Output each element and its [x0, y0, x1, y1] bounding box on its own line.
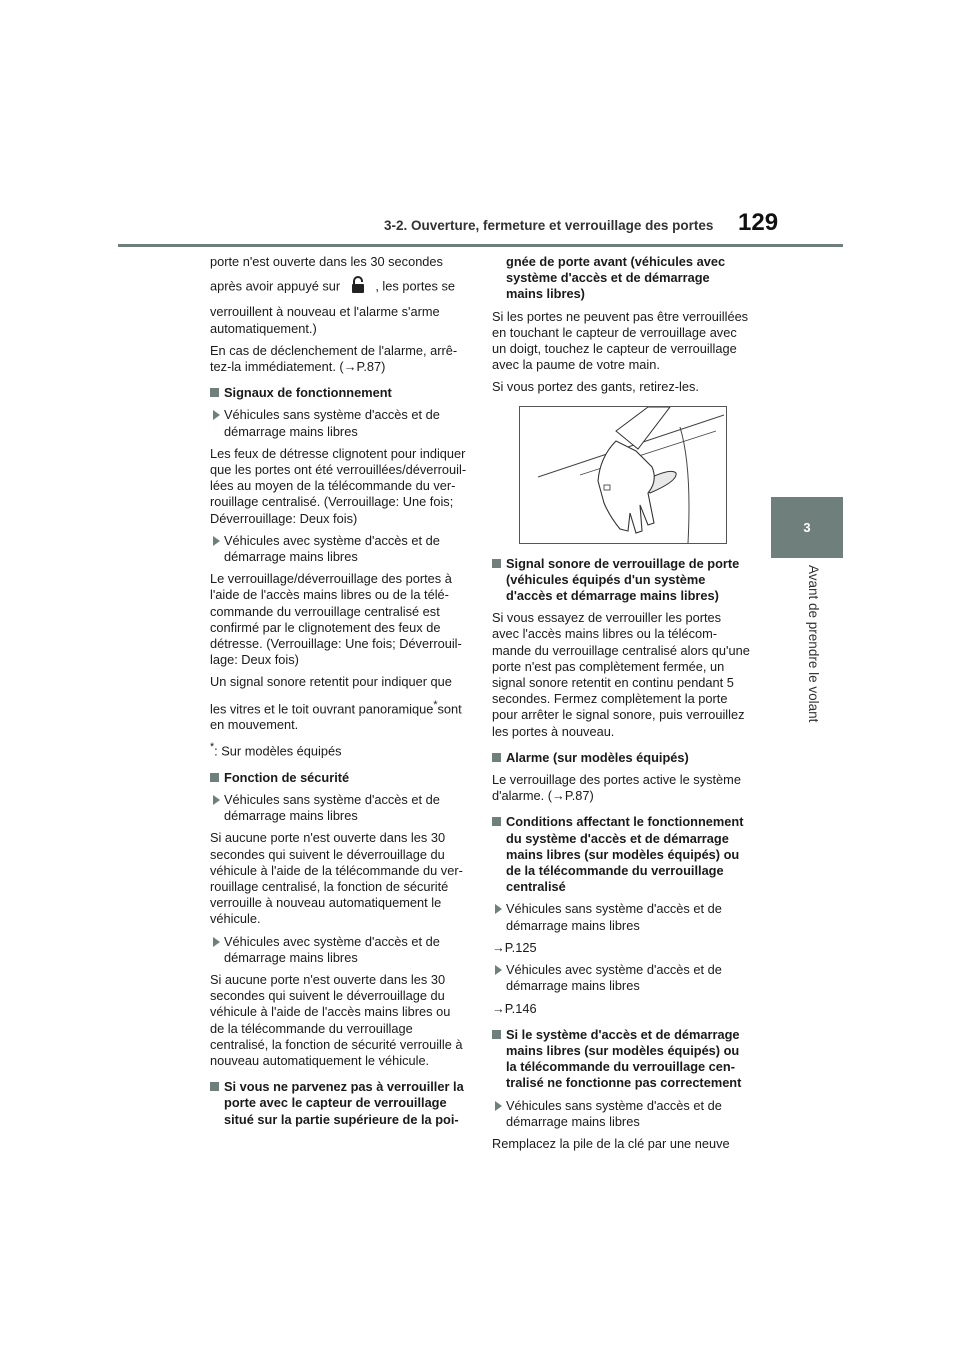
chapter-label: Avant de prendre le volant	[806, 565, 821, 723]
paragraph: Remplacez la pile de la clé par une neuve	[492, 1135, 730, 1151]
hand-on-door-handle-illustration	[519, 406, 727, 544]
paragraph: En cas de déclenchement de l'alarme, arrê-tez-la immédiatement. (→P.87)	[210, 342, 458, 375]
paragraph: Si aucune porte n'est ouverte dans les 30 secondes qui suivent le déverrouillage du véhicule à l'aide de la télécommande du ver-rouillage centralisé, la fonction de sécurité verrouille à nouveau automatiquement le véhicule.	[210, 830, 463, 927]
triangle-bullet-icon	[495, 904, 502, 914]
list-item: Véhicules sans système d'accès et de démarrage mains libres	[210, 407, 468, 439]
header-title: 3-2. Ouverture, fermeture et verrouillage des portes	[384, 218, 714, 233]
left-column	[210, 254, 468, 1134]
section-heading: Fonction de sécurité	[210, 770, 468, 786]
paragraph: porte n'est ouverte dans les 30 secondes	[210, 254, 443, 269]
square-bullet-icon	[210, 773, 219, 782]
section-heading: Alarme (sur modèles équipés)	[492, 750, 750, 766]
triangle-bullet-icon	[213, 536, 220, 546]
square-bullet-icon	[210, 388, 219, 397]
list-item: Véhicules sans système d'accès et de démarrage mains libres	[210, 792, 468, 824]
paragraph: Les feux de détresse clignotent pour indiquer que les portes ont été verrouillées/déverrouil-lées au moyen de la télécommande du ver-rouillage centralisé. (Verrouillage: Une fois; Déverrouillage: Deux fois)	[210, 445, 467, 526]
page-reference[interactable]: →P.146	[492, 1000, 537, 1016]
paragraph: Si aucune porte n'est ouverte dans les 30 secondes qui suivent le déverrouillage du véhicule à l'aide de l'accès mains libres ou de la télécommande du verrouillage centralisé, la fonction de sécurité verrouille à nouveau automatiquement le véhicule.	[210, 972, 463, 1069]
square-bullet-icon	[492, 817, 501, 826]
square-bullet-icon	[210, 1082, 219, 1091]
header-rule	[118, 244, 843, 247]
section-heading: Signal sonore de verrouillage de porte (véhicules équipés d'un système d'accès et démarrage mains libres)	[492, 556, 750, 605]
triangle-bullet-icon	[495, 965, 502, 975]
square-bullet-icon	[492, 1030, 501, 1039]
page-reference[interactable]: →P.125	[492, 939, 537, 955]
section-heading: Signaux de fonctionnement	[210, 385, 468, 401]
chapter-tab[interactable]	[771, 497, 843, 558]
paragraph: verrouillent à nouveau et l'alarme s'arme automatiquement.)	[210, 304, 440, 336]
triangle-bullet-icon	[213, 795, 220, 805]
footnote-marker: *	[433, 698, 438, 711]
hand-icon	[520, 407, 726, 543]
section-heading: Conditions affectant le fonctionnement du système d'accès et de démarrage mains libres (sur modèles équipés) ou de la télécommande du verrouillage centralisé	[492, 814, 750, 895]
paragraph: les vitres et le toit ouvrant panoramique*sont en mouvement.	[210, 698, 462, 733]
square-bullet-icon	[492, 753, 501, 762]
list-item: Véhicules avec système d'accès et de démarrage mains libres	[210, 934, 468, 966]
paragraph: Si les portes ne peuvent pas être verrouillées en touchant le capteur de verrouillage avec un doigt, touchez le capteur de verrouillage avec la paume de votre main.	[492, 308, 749, 373]
triangle-bullet-icon	[213, 937, 220, 947]
square-bullet-icon	[492, 559, 501, 568]
paragraph: après avoir appuyé sur , les portes se	[210, 276, 468, 298]
paragraph: Si vous portez des gants, retirez-les.	[492, 379, 699, 395]
paragraph: Si vous essayez de verrouiller les portes avec l'accès mains libres ou la télécom-mande du verrouillage centralisé alors qu'une porte n'est pas complètement fermée, un signal sonore retentit en continu pendant 5 secondes. Fermez complètement la porte pour arrêter le signal sonore, puis verrouillez les portes à nouveau.	[492, 610, 750, 739]
paragraph: Le verrouillage/déverrouillage des portes à l'aide de l'accès mains libres ou de la télé-commande du verrouillage centralisé est confirmé par le clignotement des feux de détresse. (Verrouillage: Une fois; Déverrouil-lage: Deux fois)	[210, 571, 462, 668]
triangle-bullet-icon	[213, 410, 220, 420]
section-heading-continued: gnée de porte avant (véhicules avec système d'accès et de démarrage mains libres)	[506, 254, 726, 302]
list-item: Véhicules sans système d'accès et de démarrage mains libres	[492, 1098, 750, 1130]
list-item: Véhicules avec système d'accès et de démarrage mains libres	[210, 533, 468, 565]
triangle-bullet-icon	[495, 1101, 502, 1111]
list-item: Véhicules sans système d'accès et de démarrage mains libres	[492, 901, 750, 933]
footnote: *: Sur modèles équipés	[210, 741, 342, 759]
page-number: 129	[738, 209, 779, 236]
lock-icon	[350, 276, 366, 298]
paragraph: Le verrouillage des portes active le système d'alarme. (→P.87)	[492, 772, 741, 804]
right-column	[492, 254, 750, 1158]
section-heading: Si vous ne parvenez pas à verrouiller la porte avec le capteur de verrouillage situé sur la partie supérieure de la poi-	[210, 1079, 468, 1128]
list-item: Véhicules avec système d'accès et de démarrage mains libres	[492, 962, 750, 994]
chapter-number: 3	[803, 520, 811, 535]
section-heading: Si le système d'accès et de démarrage mains libres (sur modèles équipés) ou la télécommande du verrouillage cen-tralisé ne fonctionne pas correctement	[492, 1027, 750, 1092]
paragraph: Un signal sonore retentit pour indiquer que	[210, 674, 452, 690]
